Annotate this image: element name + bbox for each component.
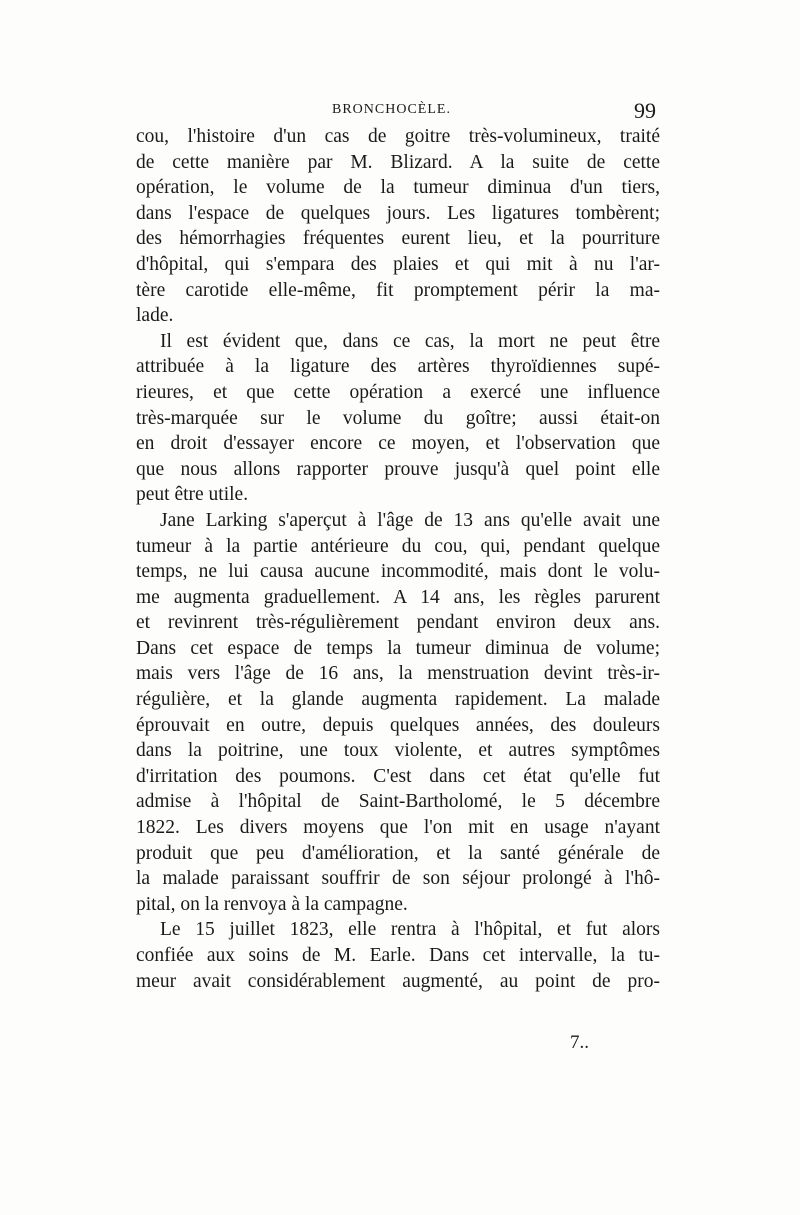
text-line: des hémorrhagies fréquentes eurent lieu, et la pourriture	[136, 228, 660, 250]
text-line: et revinrent très-régulièrement pendant environ deux ans.	[136, 612, 660, 634]
text-line: tère carotide elle-même, fit promptement périr la ma-	[136, 279, 660, 301]
text-line: que nous allons rapporter prouve jusqu'à quel point elle	[136, 458, 660, 480]
text-line: mais vers l'âge de 16 ans, la menstruation devint très-ir-	[136, 663, 660, 685]
text-line: admise à l'hôpital de Saint-Bartholomé, le 5 décembre	[136, 791, 660, 813]
text-line: produit que peu d'amélioration, et la santé générale de	[136, 842, 660, 864]
text-line: Dans cet espace de temps la tumeur diminua de volume;	[136, 637, 660, 659]
running-title: BRONCHOCÈLE.	[332, 102, 451, 117]
text-line: tumeur à la partie antérieure du cou, qui, pendant quelque	[136, 535, 660, 557]
text-line: d'hôpital, qui s'empara des plaies et qui mit à nu l'ar-	[136, 253, 660, 275]
text-line: d'irritation des poumons. C'est dans cet état qu'elle fut	[136, 765, 660, 787]
text-line: cou, l'histoire d'un cas de goitre très-volumineux, traité	[136, 126, 660, 147]
text-line: meur avait considérablement augmenté, au point de pro-	[136, 970, 660, 992]
text-line: attribuée à la ligature des artères thyroïdiennes supé-	[136, 356, 660, 378]
text-line: dans l'espace de quelques jours. Les ligatures tombèrent;	[136, 202, 660, 224]
text-line: confiée aux soins de M. Earle. Dans cet intervalle, la tu-	[136, 945, 660, 966]
text-line: en droit d'essayer encore ce moyen, et l'observation que	[136, 433, 660, 455]
text-line: pital, on la renvoya à la campagne.	[136, 893, 408, 915]
text-line: la malade paraissant souffrir de son séjour prolongé à l'hô-	[136, 868, 660, 890]
text-line: rieures, et que cette opération a exercé une influence	[136, 381, 660, 403]
signature-mark: 7..	[570, 1032, 589, 1053]
text-line: peut être utile.	[136, 484, 249, 506]
body-text	[136, 124, 660, 994]
text-line: me augmenta graduellement. A 14 ans, les règles parurent	[136, 586, 660, 608]
text-line: éprouvait en outre, depuis quelques années, des douleurs	[136, 714, 660, 736]
text-line: lade.	[136, 305, 174, 327]
text-line: Il est évident que, dans ce cas, la mort ne peut être	[160, 330, 660, 352]
text-line: de cette manière par M. Blizard. A la suite de cette	[136, 151, 660, 173]
text-line: Le 15 juillet 1823, elle rentra à l'hôpital, et fut alors	[160, 919, 660, 941]
text-line: dans la poitrine, une toux violente, et autres symptômes	[136, 740, 660, 762]
page-number: 99	[634, 98, 656, 123]
text-line: 1822. Les divers moyens que l'on mit en usage n'ayant	[136, 817, 660, 839]
text-line: régulière, et la glande augmenta rapidement. La malade	[136, 689, 660, 711]
text-line: opération, le volume de la tumeur diminua d'un tiers,	[136, 177, 660, 199]
text-line: Jane Larking s'aperçut à l'âge de 13 ans qu'elle avait une	[160, 509, 660, 531]
text-line: très-marquée sur le volume du goître; aussi était-on	[136, 407, 660, 429]
text-line: temps, ne lui causa aucune incommodité, mais dont le volu-	[136, 561, 660, 583]
running-head	[136, 98, 656, 126]
